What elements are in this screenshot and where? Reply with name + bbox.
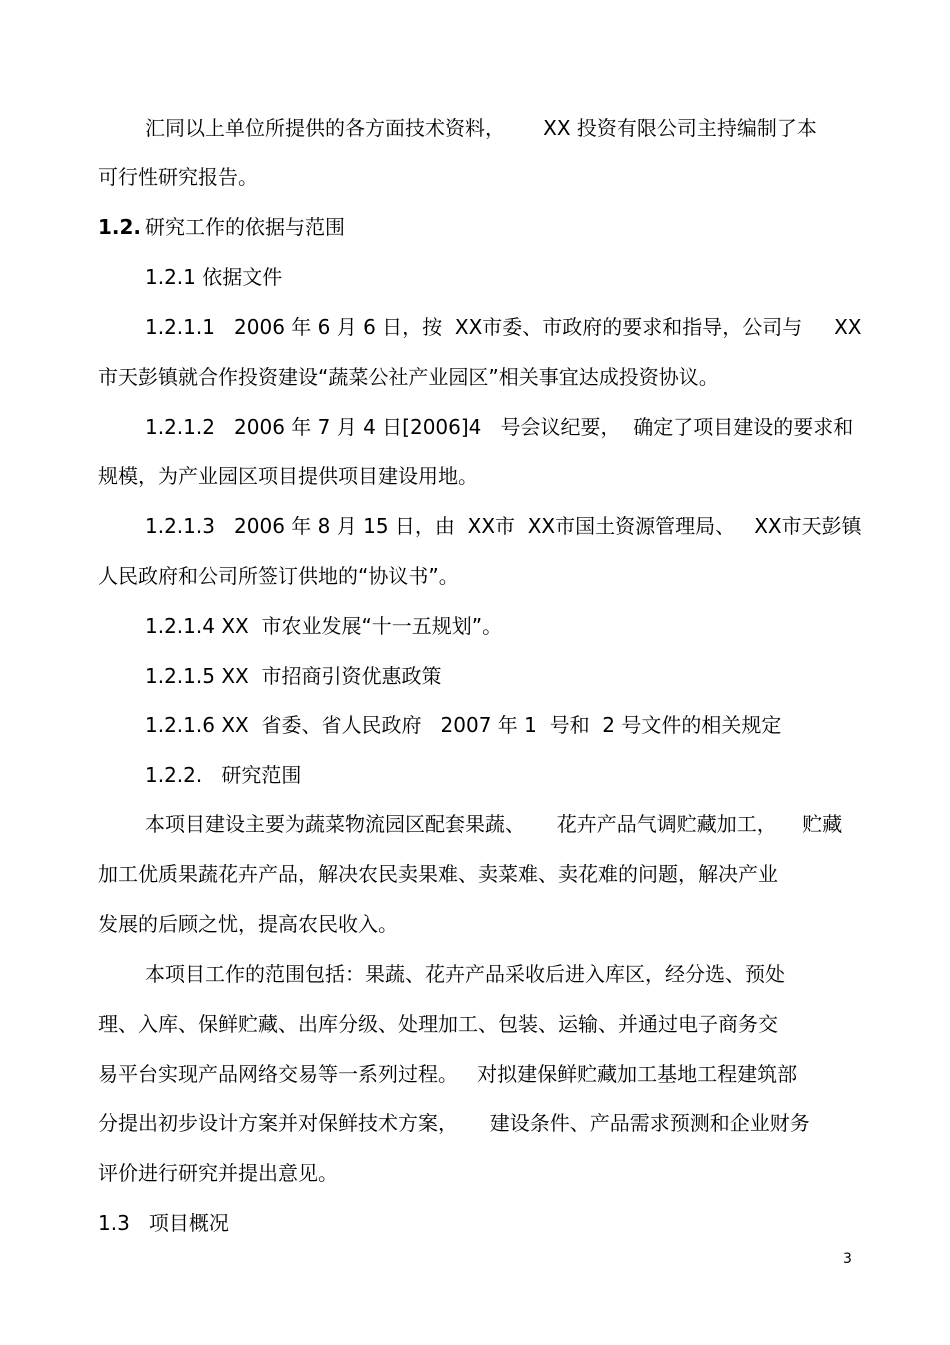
paragraph-line: 可行性研究报告。 (98, 165, 258, 189)
paragraph-line: 易平台实现产品网络交易等一系列过程。 对拟建保鲜贮藏加工基地工程建筑部 (98, 1062, 798, 1086)
paragraph-line: 理、入库、保鲜贮藏、出库分级、处理加工、包装、运输、并通过电子商务交 (98, 1012, 778, 1036)
subsection-heading: 1.2.2. 研究范围 (145, 763, 302, 787)
paragraph-line: 1.2.1.1 2006 年 6 月 6 日，按 XX市委、市政府的要求和指导，公司与 XX (145, 315, 862, 339)
list-item: 1.2.1.4 XX 市农业发展“十一五规划”。 (145, 614, 503, 638)
subsection-heading: 1.2.1 依据文件 (145, 265, 283, 289)
section-heading: 研究工作的依据与范围 (145, 215, 345, 239)
paragraph-line: 汇同以上单位所提供的各方面技术资料， XX 投资有限公司主持编制了本 (145, 116, 817, 140)
paragraph-line: 1.2.1.3 2006 年 8 月 15 日，由 XX市 XX市国土资源管理局、 XX市天彭镇 (145, 514, 862, 538)
paragraph-line: 加工优质果蔬花卉产品，解决农民卖果难、卖菜难、卖花难的问题，解决产业 (98, 862, 778, 886)
page-number: 3 (843, 1251, 852, 1267)
paragraph-line: 市天彭镇就合作投资建设“蔬菜公社产业园区”相关事宜达成投资协议。 (98, 365, 719, 389)
list-item: 1.2.1.5 XX 市招商引资优惠政策 (145, 664, 442, 688)
paragraph-line: 规模，为产业园区项目提供项目建设用地。 (98, 464, 478, 488)
paragraph-line: 发展的后顾之忧，提高农民收入。 (98, 912, 398, 936)
section-heading: 1.3 项目概况 (98, 1211, 229, 1235)
section-number: 1.2. (98, 215, 142, 239)
list-item: 1.2.1.6 XX 省委、省人民政府 2007 年 1 号和 2 号文件的相关规定 (145, 713, 782, 737)
paragraph-line: 本项目工作的范围包括：果蔬、花卉产品采收后进入库区，经分选、预处 (145, 962, 785, 986)
paragraph-line: 1.2.1.2 2006 年 7 月 4 日[2006]4 号会议纪要， 确定了项目建设的要求和 (145, 415, 854, 439)
paragraph-line: 评价进行研究并提出意见。 (98, 1161, 338, 1185)
paragraph-line: 分提出初步设计方案并对保鲜技术方案， 建设条件、产品需求预测和企业财务 (98, 1111, 810, 1135)
paragraph-line: 本项目建设主要为蔬菜物流园区配套果蔬、 花卉产品气调贮藏加工， 贮藏 (145, 812, 843, 836)
paragraph-line: 人民政府和公司所签订供地的“协议书”。 (98, 564, 459, 588)
